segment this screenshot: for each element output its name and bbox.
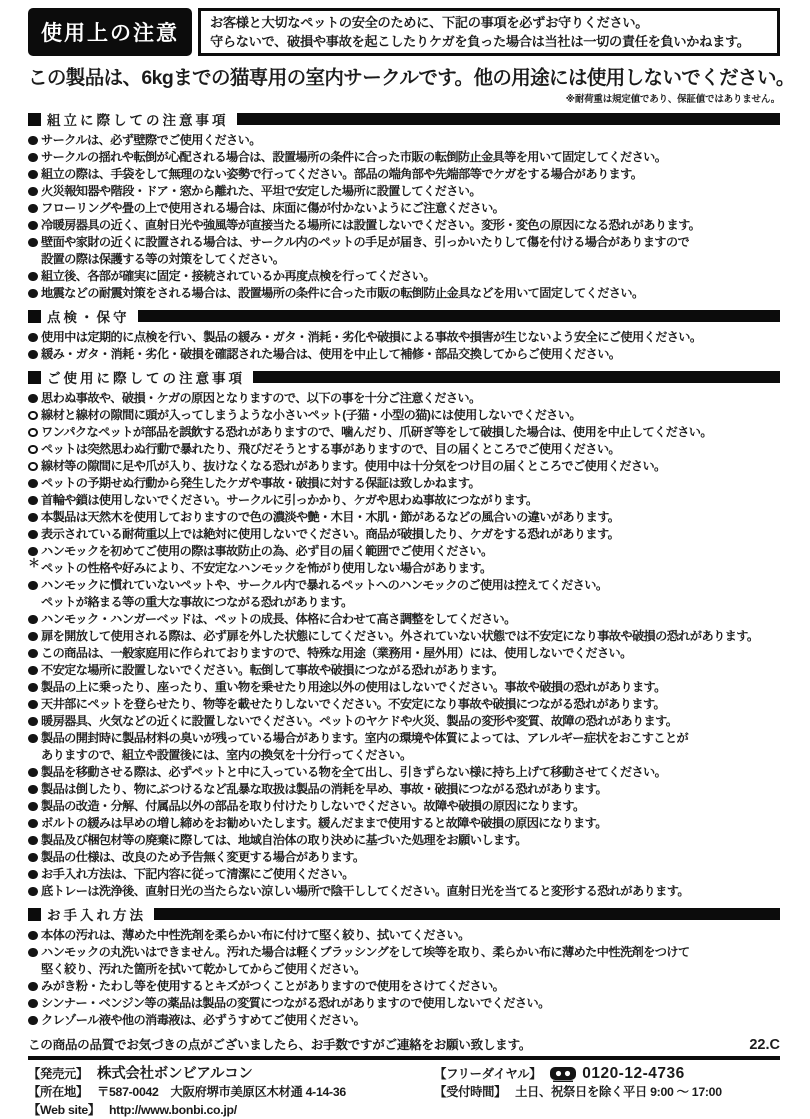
notice-item-text: 表示されている耐荷重以上では絶対に使用しないでください。商品が破損したり、ケガをする恐れがあります。: [41, 527, 620, 542]
notice-item: [28, 832, 780, 849]
notice-item-text: ハンモックに慣れていないペットや、サークル内で暴れるペットへのハンモックのご使用は控えてください。: [41, 578, 608, 593]
bullet-glyph: [28, 931, 38, 941]
bullet-glyph: [28, 136, 38, 146]
notice-item-text: ペットは突然思わぬ行動で暴れたり、飛びだそうとする事がありますので、目の届くところでご使用ください。: [41, 442, 621, 457]
notice-item-text: ありますので、組立や設置後には、室内の換気を十分行ってください。: [41, 748, 412, 763]
section-header: [28, 109, 780, 129]
filled-bullet-icon: [28, 666, 41, 676]
filled-bullet-icon: [28, 170, 41, 180]
section-header: [28, 904, 780, 924]
notice-item: [28, 995, 780, 1012]
notice-item-text: 不安定な場所に設置しないでください。転倒して事故や破損につながる恐れがあります。: [41, 663, 504, 678]
bullet-glyph: [28, 853, 38, 863]
notice-item: [28, 166, 780, 183]
filled-bullet-icon: [28, 479, 41, 489]
filled-bullet-icon: [28, 649, 41, 659]
notice-item-text: ペットの予期せぬ行動から発生したケガや事故・破損に対する保証は致しかねます。: [41, 476, 481, 491]
notice-item: [28, 747, 780, 764]
caution-notice-line1: お客様と大切なペットの安全のために、下記の事項を必ずお守りください。: [210, 15, 649, 30]
filled-bullet-icon: [28, 221, 41, 231]
notice-item: [28, 268, 780, 285]
notice-item: [28, 978, 780, 995]
notice-item: [28, 944, 780, 961]
notice-item-text: 天井部にペットを登らせたり、物等を載せたりしないでください。不安定になり事故や破損につながる恐れがあります。: [41, 697, 666, 712]
section-rule-bar: [237, 113, 781, 125]
notice-item-text: 緩み・ガタ・消耗・劣化・破損を確認された場合は、使用を中止して補修・部品交換してからご使用ください。: [41, 347, 621, 362]
notice-item-text: 製品を移動させる際は、必ずペットと中に入っている物を全て出し、引きずらない様に持ち上げて移動させてください。: [41, 765, 667, 780]
section-title: お手入れ方法: [47, 908, 146, 924]
seller-name: 株式会社ボンビアルコン: [97, 1066, 253, 1083]
notice-item: [28, 611, 780, 628]
product-statement: この製品は、6kgまでの猫専用の室内サークルです。他の用途には使用しないでください。: [28, 67, 795, 90]
filled-bullet-icon: [28, 187, 41, 197]
bullet-glyph: [28, 350, 38, 360]
filled-bullet-icon: [28, 999, 41, 1009]
notice-item-text: 本製品は天然木を使用しておりますので色の濃淡や艶・木目・木肌・節があるなどの風合いの違いがあります。: [41, 510, 620, 525]
notice-item-text: 冷暖房器具の近く、直射日光や強風等が直接当たる場所には設置しないでください。変形・変色の原因になる恐れがあります。: [41, 218, 701, 233]
company-info-right: [434, 1065, 780, 1119]
notice-item: [28, 543, 780, 560]
notice-item-text: サークルは、必ず壁際でご使用ください。: [41, 133, 261, 148]
notice-item-text: ハンモックを初めてご使用の際は事故防止の為、必ず目の届く範囲でご使用ください。: [41, 544, 493, 559]
bullet-glyph: [28, 411, 38, 421]
section-marker-square-icon: [28, 310, 41, 323]
section-rule-bar: [253, 371, 780, 383]
notice-item: [28, 200, 780, 217]
bullet-glyph: [28, 333, 38, 343]
filled-bullet-icon: [28, 870, 41, 880]
quality-row: [28, 1034, 780, 1053]
filled-bullet-icon: [28, 768, 41, 778]
notice-item-text: 底トレーは洗浄後、直射日光の当たらない涼しい場所で陰干ししてください。直射日光を当てると変形する恐れがあります。: [41, 884, 689, 899]
bullet-glyph: [28, 479, 38, 489]
filled-bullet-icon: [28, 931, 41, 941]
bullet-glyph: [28, 785, 38, 795]
notice-item: [28, 679, 780, 696]
notice-item: [28, 961, 780, 978]
notice-item: [28, 849, 780, 866]
bullet-glyph: [28, 496, 38, 506]
bullet-glyph: [28, 802, 38, 812]
bullet-glyph: [28, 887, 38, 897]
filled-bullet-icon: [28, 153, 41, 163]
asterisk-marker-icon: ＊: [28, 556, 40, 571]
caution-header: [28, 8, 780, 56]
notice-item-text: 製品は倒したり、物にぶつけるなど乱暴な取扱は製品の消耗を早め、事故・破損につながる恐れがあります。: [41, 782, 608, 797]
section-title: ご使用に際しての注意事項: [47, 371, 245, 387]
website-url: http://www.bonbi.co.jp/: [108, 1103, 237, 1118]
bullet-glyph: [28, 717, 38, 727]
bullet-glyph: [28, 170, 38, 180]
filled-bullet-icon: [28, 632, 41, 642]
bullet-glyph: [28, 530, 38, 540]
notice-item-text: 堅く絞り、汚れた箇所を拭いて乾かしてからご使用ください。: [41, 962, 366, 977]
filled-bullet-icon: [28, 785, 41, 795]
bullet-glyph: [28, 187, 38, 197]
bullet-glyph: [28, 289, 38, 299]
bullet-glyph: [28, 581, 38, 591]
notice-item: [28, 1012, 780, 1029]
notice-item-text: 製品の仕様は、改良のため予告無く変更する場合があります。: [41, 850, 365, 865]
bullet-glyph: [28, 666, 38, 676]
filled-bullet-icon: [28, 513, 41, 523]
notice-item: [28, 696, 780, 713]
quality-note: この商品の品質でお気づきの点がございましたら、お手数ですがご連絡をお願い致します。: [28, 1038, 532, 1053]
caution-notice-box: [198, 8, 780, 56]
notice-item-text: 組立の際は、手袋をして無理のない姿勢で行ってください。部品の端角部や先端部等でケガをする場合があります。: [41, 167, 643, 182]
section-header: [28, 306, 780, 326]
notice-item: [28, 628, 780, 645]
bullet-glyph: [28, 700, 38, 710]
notice-item: [28, 509, 780, 526]
notice-item: [28, 329, 780, 346]
filled-bullet-icon: [28, 289, 41, 299]
notice-item: [28, 927, 780, 944]
filled-bullet-icon: [28, 948, 41, 958]
open-bullet-icon: [28, 411, 41, 421]
bullet-glyph: [28, 513, 38, 523]
filled-bullet-icon: [28, 1016, 41, 1026]
caution-notice-line2: 守らないで、破損や事故を起こしたりケガを負った場合は当社は一切の責任を負いかねます。: [210, 34, 750, 50]
footer-divider: [28, 1056, 780, 1060]
filled-bullet-icon: [28, 238, 41, 248]
filled-bullet-icon: [28, 547, 41, 557]
notice-item: [28, 866, 780, 883]
section-title: 組立に際しての注意事項: [47, 113, 229, 129]
load-limit-note: ※耐荷重は規定値であり、保証値ではありません。: [565, 94, 780, 106]
notice-item-text: この商品は、一般家庭用に作られておりますので、特殊な用途（業務用・屋外用）には、使用しないでください。: [41, 646, 632, 661]
filled-bullet-icon: [28, 819, 41, 829]
notice-item-text: 線材等の隙間に足や爪が入り、抜けなくなる恐れがあります。使用中は十分気をつけ目の届くところでご使用ください。: [41, 459, 666, 474]
notice-item: [28, 132, 780, 149]
filled-bullet-icon: [28, 717, 41, 727]
freedial-number: 0120-12-4736: [582, 1065, 685, 1083]
address-label: 【所在地】: [28, 1085, 88, 1100]
bullet-glyph: [28, 982, 38, 992]
filled-bullet-icon: [28, 853, 41, 863]
section-marker-square-icon: [28, 908, 41, 921]
sections: [28, 105, 780, 1029]
notice-item-text: 火災報知器や階段・ドア・窓から離れた、平坦で安定した場所に設置してください。: [41, 184, 481, 199]
bullet-glyph: [28, 204, 38, 214]
bullet-glyph: [28, 819, 38, 829]
notice-item: [28, 526, 780, 543]
notice-item: [28, 441, 780, 458]
open-bullet-icon: [28, 462, 41, 472]
bullet-glyph: [28, 1016, 38, 1026]
notice-item-text: ペットの性格や好みにより、不安定なハンモックを怖がり使用しない場合があります。: [41, 561, 492, 576]
bullet-glyph: [28, 836, 38, 846]
section-rule-bar: [154, 908, 780, 920]
section-header: [28, 367, 780, 387]
notice-item: [28, 594, 780, 611]
notice-item: [28, 492, 780, 509]
filled-bullet-icon: [28, 734, 41, 744]
notice-item-text: ハンモックの丸洗いはできません。汚れた場合は軽くブラッシングをして埃等を取り、柔らかい布に薄めた中性洗剤をつけて: [41, 945, 690, 960]
bullet-glyph: [28, 649, 38, 659]
notice-item: [28, 781, 780, 798]
notice-item-text: 本体の汚れは、薄めた中性洗剤を柔らかい布に付けて堅く絞り、拭いてください。: [41, 928, 470, 943]
filled-bullet-icon: [28, 683, 41, 693]
notice-item: [28, 713, 780, 730]
hours-row: [434, 1083, 780, 1101]
bullet-glyph: [28, 238, 38, 248]
filled-bullet-icon: [28, 272, 41, 282]
filled-bullet-icon: [28, 136, 41, 146]
notice-item: [28, 764, 780, 781]
notice-item: [28, 577, 780, 594]
notice-item: [28, 390, 780, 407]
notice-item: [28, 407, 780, 424]
notice-item-text: ボルトの緩みは早めの増し締めをお勧めいたします。緩んだままで使用すると故障や破損の原因になります。: [41, 816, 607, 831]
filled-bullet-icon: [28, 394, 41, 404]
notice-item-text: 製品及び梱包材等の廃棄に際しては、地域自治体の取り決めに基づいた処理をお願いします。: [41, 833, 527, 848]
notice-item-text: サークルの揺れや転倒が心配される場合は、設置場所の条件に合った市販の転倒防止金具等を用いて固定してください。: [41, 150, 667, 165]
bullet-glyph: [28, 462, 38, 472]
freedial-label: 【フリーダイヤル】: [434, 1067, 542, 1082]
notice-item: [28, 149, 780, 166]
notice-item-text: 組立後、各部が確実に固定・接続されているか再度点検を行ってください。: [41, 269, 435, 284]
notice-item-text: ペットが絡まる等の重大な事故につながる恐れがあります。: [41, 595, 353, 610]
notice-item-text: ワンパクなペットが部品を誤飲する恐れがありますので、噛んだり、爪研ぎ等をして破損した場合は、使用を中止してください。: [41, 425, 712, 440]
seller-label: 【発売元】: [28, 1067, 88, 1082]
notice-item: [28, 883, 780, 900]
notice-item: [28, 458, 780, 475]
hours-label: 【受付時間】: [434, 1085, 507, 1100]
freedial-row: [434, 1065, 780, 1083]
notice-item-text: 製品の改造・分解、付属品以外の部品を取り付けたりしないでください。故障や破損の原因になります。: [41, 799, 585, 814]
section-marker-square-icon: [28, 371, 41, 384]
filled-bullet-icon: [28, 802, 41, 812]
website-label: 【Web site】: [28, 1103, 100, 1118]
notice-item-text: 地震などの耐震対策をされる場合は、設置場所の条件に合った市販の転倒防止金具などを用いて固定してください。: [41, 286, 644, 301]
notice-item: [28, 346, 780, 363]
address-value: 〒587-0042 大阪府堺市美原区木材通 4-14-36: [97, 1085, 346, 1100]
hours-value: 土日、祝祭日を除く平日 9:00 ～ 17:00: [515, 1085, 722, 1100]
notice-item: [28, 475, 780, 492]
open-bullet-icon: [28, 445, 41, 455]
filled-bullet-icon: [28, 581, 41, 591]
notice-item: [28, 645, 780, 662]
notice-item-text: 首輪や鎖は使用しないでください。サークルに引っかかり、ケガや思わぬ事故につながります。: [41, 493, 538, 508]
filled-bullet-icon: [28, 836, 41, 846]
company-info-left: [28, 1065, 434, 1119]
notice-item-text: 壁面や家財の近くに設置される場合は、サークル内のペットの手足が届き、引っかいたりして傷を付ける場合がありますので: [41, 235, 690, 250]
notice-item: [28, 234, 780, 251]
notice-item: [28, 424, 780, 441]
notice-item-text: 暖房器具、火気などの近くに設置しないでください。ペットのヤケドや火災、製品の変形や変質、故障の恐れがあります。: [41, 714, 678, 729]
notice-item-text: みがき粉・たわし等を使用するとキズがつくことがありますので使用をさけてください。: [41, 979, 505, 994]
notice-item-text: シンナー・ベンジン等の薬品は製品の変質につながる恐れがありますので使用しないでください。: [41, 996, 550, 1011]
filled-bullet-icon: [28, 496, 41, 506]
filled-bullet-icon: [28, 982, 41, 992]
filled-bullet-icon: [28, 887, 41, 897]
filled-bullet-icon: [28, 333, 41, 343]
notice-item-text: 思わぬ事故や、破損・ケガの原因となりますので、以下の事を十分ご注意ください。: [41, 391, 481, 406]
bullet-glyph: [28, 870, 38, 880]
bullet-glyph: [28, 547, 38, 557]
bullet-glyph: [28, 615, 38, 625]
notice-item-text: 扉を開放して使用される際は、必ず扉を外した状態にしてください。外されていない状態では不安定になり事故や破損の恐れがあります。: [41, 629, 759, 644]
bullet-glyph: [28, 999, 38, 1009]
notice-item-text: 製品の開封時に製品材料の臭いが残っている場合があります。室内の環境や体質によっては、アレルギー症状をおこすことが: [41, 731, 689, 746]
filled-bullet-icon: [28, 700, 41, 710]
filled-bullet-icon: [28, 204, 41, 214]
bullet-glyph: [28, 632, 38, 642]
notice-item: [28, 217, 780, 234]
notice-item-text: お手入れ方法は、下記内容に従って清潔にご使用ください。: [41, 867, 354, 882]
notice-item-text: 線材と線材の隙間に頭が入ってしまうような小さいペット(子猫・小型の猫)には使用しないでください。: [41, 408, 581, 423]
section-title: 点検・保守: [47, 310, 130, 326]
version-code: 22.C: [749, 1037, 780, 1054]
filled-bullet-icon: [28, 615, 41, 625]
bullet-glyph: [28, 948, 38, 958]
website-row: [28, 1101, 434, 1119]
notice-item-text: 製品の上に乗ったり、座ったり、重い物を乗せたり用途以外の使用はしないでください。事故や破損の恐れがあります。: [41, 680, 666, 695]
notice-item: [28, 662, 780, 679]
bullet-glyph: [28, 428, 38, 438]
filled-bullet-icon: [28, 530, 41, 540]
notice-item: [28, 815, 780, 832]
company-info: [28, 1065, 780, 1119]
notice-item-text: 設置の際は保護する等の対策をしてください。: [41, 252, 285, 267]
seller-row: [28, 1065, 434, 1083]
bullet-glyph: [28, 734, 38, 744]
bullet-glyph: [28, 153, 38, 163]
notice-item-text: クレゾール液や他の消毒液は、必ずうすめてご使用ください。: [41, 1013, 366, 1028]
section-marker-square-icon: [28, 113, 41, 126]
filled-bullet-icon: [28, 350, 41, 360]
section-rule-bar: [138, 310, 781, 322]
notice-item: [28, 798, 780, 815]
notice-item-text: ハンモック・ハンガーベッドは、ペットの成長、体格に合わせて高さ調整をしてください。: [41, 612, 516, 627]
notice-item-text: 使用中は定期的に点検を行い、製品の緩み・ガタ・消耗・劣化や破損による事故や損害が生じないよう安全にご使用ください。: [41, 330, 702, 345]
bullet-glyph: [28, 221, 38, 231]
notice-item: [28, 730, 780, 747]
bullet-glyph: [28, 683, 38, 693]
notice-item-text: フローリングや畳の上で使用される場合は、床面に傷が付かないようにご注意ください。: [41, 201, 505, 216]
bullet-glyph: [28, 394, 38, 404]
notice-item: [28, 251, 780, 268]
caution-label: 使用上の注意: [28, 8, 192, 56]
bullet-glyph: [28, 445, 38, 455]
notice-item: [28, 183, 780, 200]
open-bullet-icon: [28, 428, 41, 438]
notice-item: [28, 285, 780, 302]
address-row: [28, 1083, 434, 1101]
notice-item: [28, 556, 780, 577]
bullet-glyph: [28, 272, 38, 282]
bullet-glyph: [28, 768, 38, 778]
